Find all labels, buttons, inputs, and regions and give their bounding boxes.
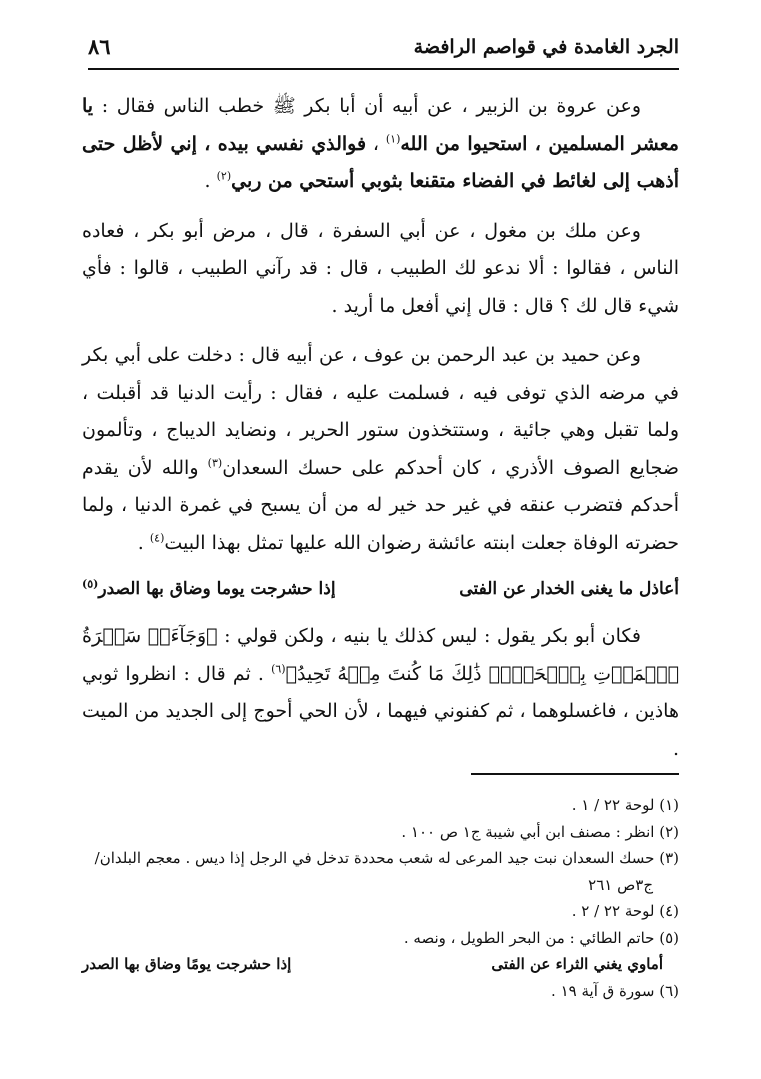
footnote-ref-3: (٣) [207,456,223,470]
footnote-4: (٤) لوحة ٢٢ / ٢ . [571,902,679,920]
footnote-3: (٣) حسك السعدان نبت جيد المرعى له شعب محددة تدخل في الرجل إذا ديس . معجم البلدان/ [94,849,679,867]
running-title: الجرد الغامدة في قواصم الرافضة [413,36,679,58]
footnote-ref-4: (٤) [149,531,165,545]
paragraph-4: فكان أبو بكر يقول : ليس كذلك يا بنيه ، ولكن قولي : ﴿وَجَآءَتۡ سَكۡرَةُ ٱلۡمَوۡتِ بِٱلۡحَقِّۖ ذَٰلِكَ مَا كُنتَ مِنۡهُ تَحِيدُ﴾$^{(٦)}$ . ثم قال : انظروا ثوبي هاذين ، فاغسلوهما ، ثم كفنوني فيهما ، لأن الحي أحوج إلى الجديد من الميت . [82,625,679,760]
footnote-ref-1: (١) [385,132,401,146]
paragraph-2: وعن ملك بن مغول ، عن أبي السفرة ، قال ، مرض أبو بكر ، فعاده الناس ، فقالوا : ألا ندعو لك الطبيب ، قال : قد رآني الطبيب ، قالوا : فأي شيء قال لك ؟ قال : قال إني أفعل ما أريد . [82,219,679,317]
fn-verse-second-half: إذا حشرجت يومًا وضاق بها الصدر [82,955,292,973]
footnote-5: (٥) حاتم الطائي : من البحر الطويل ، ونصه . [403,928,679,947]
footnotes [82,792,679,1004]
bold-quote-2: فوالذي نفسي بيده ، إني لأظل حتى أذهب إلى لغائط في الفضاء متقنعا بثوبي أستحي من ربي [82,132,679,192]
main-text [82,88,679,780]
footnote-5-verse [82,951,663,978]
footnote-ref-6: (٦) [271,662,286,676]
footnote-2: (٢) انظر : مصنف ابن أبي شيبة ج١ ص ١٠٠ . [401,822,679,841]
paragraph-3: وعن حميد بن عبد الرحمن بن عوف ، عن أبيه قال : دخلت على أبي بكر في مرضه الذي توفى فيه ، فسلمت عليه ، فقال : رأيت الدنيا قد أقبلت ، ولما تقبل وهي جائية ، وستتخذون ستور الحرير ، ونضايد الديباج ، وتألمون ضجايع الصوف الأذري ، كان أحدكم على حسك السعدان$^{(٣)}$ والله لأن يقدم أحدكم فتضرب عنقه في غير حد خير له من أن يسبح في غمرة الدنيا ، ولما حضرته الوفاة جعلت ابنته عائشة رضوان الله عليها تمثل بهذا البيت$^{(٤)}$ . [82,344,680,554]
quran-verse: ﴿وَجَآءَتۡ سَكۡرَةُ ٱلۡمَوۡتِ بِٱلۡحَقِّۖ ذَٰلِكَ مَا كُنتَ مِنۡهُ تَحِيدُ﴾ [82,625,679,685]
footnote-3-continuation: ج٣ص ٢٦١ [588,875,653,894]
footnote-ref-5: (٥) [82,577,99,591]
paragraph-1: وعن عروة بن الزبير ، عن أبيه أن أبا بكر ﷺ خطب الناس فقال : يا معشر المسلمين ، استحيوا من الله$^{(١)}$ ، فوالذي نفسي بيده ، إني لأظل حتى أذهب إلى لغائط في الفضاء متقنعا بثوبي أستحي من ربي$^{(٢)}$ . [82,95,679,192]
footnote-separator [471,773,679,775]
page-header [88,30,679,70]
footnote-ref-2: (٢) [216,169,232,183]
fn-verse-first-half: أماوي يغني الثراء عن الفتى [491,955,663,973]
poem-verse [82,574,679,604]
footnote-6: (٦) سورة ق آية ١٩ . [551,981,679,1000]
page-number: ٨٦ [88,34,111,59]
verse-first-half: أعاذل ما يغنى الخدار عن الفتى [459,579,679,599]
bold-quote: يا معشر المسلمين ، استحيوا من الله [82,95,679,155]
verse-second-half: إذا حشرجت يوما وضاق بها الصدر$^{(٥)}$ [82,577,336,599]
footnote-1: (١) لوحة ٢٢ / ١ . [571,796,679,814]
